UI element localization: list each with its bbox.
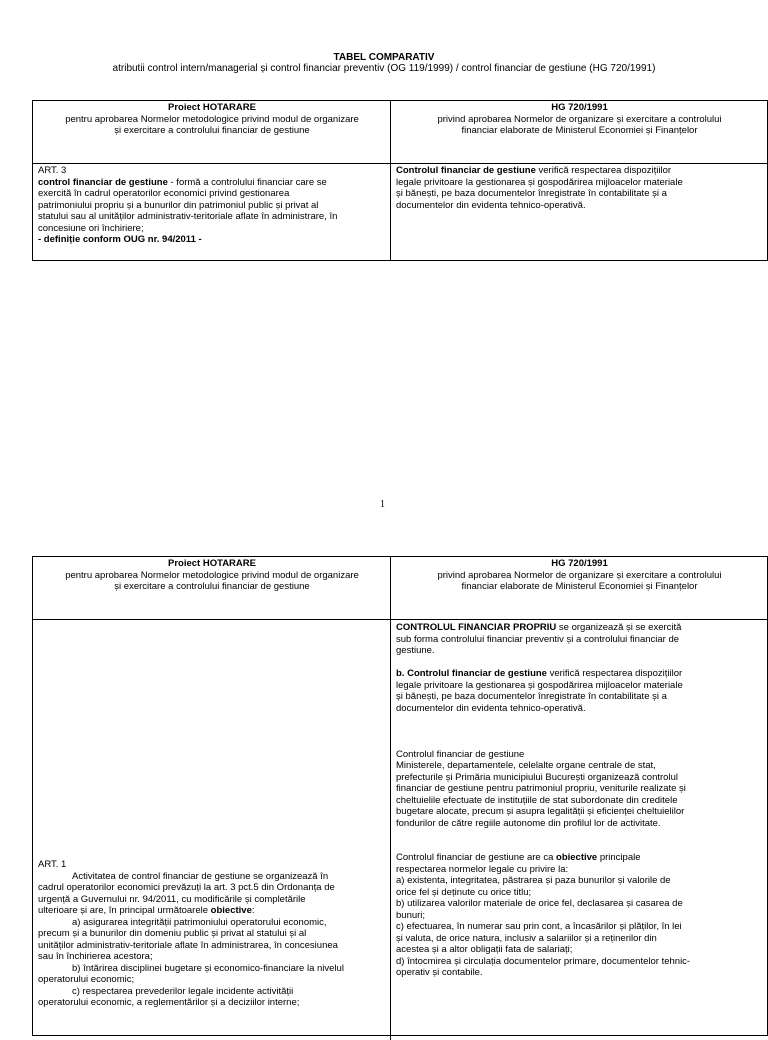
term-bold: obiective bbox=[210, 905, 252, 916]
text-line: gestiune. bbox=[396, 645, 435, 656]
text-line: sub forma controlului financiar preventiv și a controlului financiar de bbox=[396, 633, 680, 645]
term-bold: control financiar de gestiune bbox=[38, 176, 168, 188]
right-cell bbox=[391, 164, 767, 260]
header-left-cell bbox=[33, 101, 391, 163]
definition-note: - definiție conform OUG nr. 94/2011 - bbox=[38, 234, 202, 245]
text-line: fondurilor de către regiile autonome din profilul lor de activitate. bbox=[396, 817, 661, 829]
text-line: sau în închirierea acestora; bbox=[38, 951, 153, 962]
text-line: precum și a bunurilor din domeniu public și privat al statului și al bbox=[38, 928, 307, 939]
left-cell bbox=[33, 164, 391, 260]
header-left-line: pentru aprobarea Normelor metodologice privind modul de organizare bbox=[65, 113, 359, 125]
header-left-title: Proiect HOTARARE bbox=[168, 558, 256, 569]
text-span: verifică respectarea dispozițiilor bbox=[546, 668, 683, 679]
text-line bbox=[396, 165, 763, 177]
list-item: a) asigurarea integrității patrimoniului operatorului economic, bbox=[72, 916, 327, 928]
text-span: principale bbox=[597, 852, 641, 863]
text-line bbox=[396, 668, 763, 680]
list-item: b) întărirea disciplinei bugetare și economico-financiare la nivelul bbox=[72, 962, 344, 974]
text-line: respectarea normelor legale cu privire la: bbox=[396, 863, 569, 875]
text-line: documentelor din evidenta tehnico-operativă. bbox=[396, 199, 586, 211]
header-right-title: HG 720/1991 bbox=[551, 102, 608, 113]
text-line: și valuta, de orice natura, inclusiv a salariilor și a reținerilor din bbox=[396, 932, 657, 944]
right-cell bbox=[391, 620, 767, 1040]
table-header-row bbox=[33, 101, 767, 163]
table-row bbox=[33, 163, 767, 260]
text-line: documentelor din evidenta tehnico-operativă. bbox=[396, 702, 586, 714]
text-line: patrimoniului propriu și a bunurilor din patrimoniul public și privat al bbox=[38, 199, 319, 211]
text-line bbox=[38, 177, 386, 189]
text-line: urgență a Guvernului nr. 94/2011, cu modificările și completările bbox=[38, 893, 306, 905]
header-right-cell bbox=[391, 101, 767, 163]
term-bold: obiective bbox=[556, 852, 598, 863]
comparison-table-1 bbox=[32, 100, 768, 261]
text-line bbox=[396, 622, 763, 634]
text-line: financiar de gestiune pentru patrimoniul propriu, veniturile realizate și bbox=[396, 783, 686, 794]
text-line: bunuri; bbox=[396, 909, 426, 921]
text-line: cadrul operatorilor economici prevăzuți la art. 3 pct.5 din Ordonanța de bbox=[38, 882, 335, 893]
header-right-line: privind aprobarea Normelor de organizare și exercitare a controlului bbox=[437, 569, 722, 581]
list-item: d) întocmirea și circulația documentelor primare, documentelor tehnic- bbox=[396, 955, 691, 967]
text-span: verifică respectarea dispozițiilor bbox=[535, 165, 672, 176]
text-line: bugetare alocate, precum și asupra legalității și eficienței cheltuielilor bbox=[396, 806, 685, 817]
article-number: ART. 1 bbox=[38, 859, 67, 870]
text-line: statului sau al unităților administrativ-teritoriale aflate în administrare, în bbox=[38, 211, 338, 222]
text-span: se organizează și se exercită bbox=[556, 622, 682, 633]
list-item: c) efectuarea, în numerar sau prin cont, a încasărilor și plăților, în lei bbox=[396, 921, 682, 932]
text-span: - formă a controlului financiar care se bbox=[167, 176, 327, 188]
header-right-line: financiar elaborate de Ministerul Economiei și Finanțelor bbox=[461, 581, 698, 592]
text-line: concesiune ori închiriere; bbox=[38, 222, 144, 234]
text-line: operatorului economic, a reglementărilor și a deciziilor interne; bbox=[38, 997, 300, 1008]
header-left-line: pentru aprobarea Normelor metodologice privind modul de organizare bbox=[65, 569, 359, 581]
list-item: c) respectarea prevederilor legale incidente activității bbox=[72, 985, 294, 997]
text-line: operatorului economic; bbox=[38, 974, 135, 985]
header-left-title: Proiect HOTARARE bbox=[168, 102, 256, 113]
text-line bbox=[38, 905, 386, 917]
page-number: 1 bbox=[380, 499, 385, 510]
text-line: operativ și contabile. bbox=[396, 967, 483, 978]
table-header-row bbox=[33, 557, 767, 619]
section-title: Controlul financiar de gestiune bbox=[396, 748, 525, 760]
term-bold: b. Controlul financiar de gestiune bbox=[396, 668, 547, 679]
page-subtitle: atributii control intern/managerial și control financiar preventiv (OG 119/1999) / control financiar de gestiune (HG 720/1991) bbox=[112, 63, 656, 74]
text-line: și bănești, pe baza documentelor înregistrate în contabilitate și a bbox=[396, 691, 667, 702]
text-line: Ministerele, departamentele, celelalte organe centrale de stat, bbox=[396, 760, 656, 771]
text-span: Controlul financiar de gestiune are ca bbox=[396, 852, 557, 863]
term-bold: Controlul financiar de gestiune bbox=[396, 165, 536, 176]
text-line: acestea și a altor obligații fata de salariați; bbox=[396, 944, 573, 955]
header-right-title: HG 720/1991 bbox=[551, 558, 608, 569]
list-item: b) utilizarea valorilor materiale de orice fel, declasarea și casarea de bbox=[396, 898, 683, 909]
text-line: orice fel și deținute cu orice titlu; bbox=[396, 886, 532, 898]
term-bold: CONTROLUL FINANCIAR PROPRIU bbox=[396, 622, 557, 633]
header-left-line: și exercitare a controlului financiar de gestiune bbox=[114, 125, 310, 136]
text-line: prefecturile și Primăria municipiului București organizează controlul bbox=[396, 771, 678, 783]
text-line: legale privitoare la gestionarea și gospodărirea mijloacelor materiale bbox=[396, 679, 683, 691]
article-number: ART. 3 bbox=[38, 165, 67, 176]
text-line: unităților administrativ-teritoriale aflate în administrarea, în concesiunea bbox=[38, 939, 338, 951]
header-left-line: și exercitare a controlului financiar de gestiune bbox=[114, 581, 310, 592]
text-line: și bănești, pe baza documentelor înregistrate în contabilitate și a bbox=[396, 188, 667, 199]
header-right-line: financiar elaborate de Ministerul Economiei și Finanțelor bbox=[461, 125, 698, 136]
header-right-cell bbox=[391, 557, 767, 619]
text-line: exercită în cadrul operatorilor economici privind gestionarea bbox=[38, 188, 290, 199]
text-line: cheltuielile efectuate de instituțiile de stat subordonate din creditele bbox=[396, 794, 678, 806]
table-row bbox=[33, 619, 767, 1040]
comparison-table-2 bbox=[32, 556, 768, 1036]
header-right-line: privind aprobarea Normelor de organizare și exercitare a controlului bbox=[437, 113, 722, 125]
text-line bbox=[396, 852, 763, 864]
page-title: TABEL COMPARATIV bbox=[333, 52, 435, 63]
list-item: a) existenta, integritatea, păstrarea și paza bunurilor și valorile de bbox=[396, 875, 671, 886]
text-span: : bbox=[251, 905, 255, 916]
text-span: ulterioare și are, în principal următoarele bbox=[38, 905, 211, 916]
left-cell bbox=[33, 620, 391, 1040]
header-left-cell bbox=[33, 557, 391, 619]
text-line: legale privitoare la gestionarea și gospodărirea mijloacelor materiale bbox=[396, 176, 683, 188]
text-line: Activitatea de control financiar de gestiune se organizează în bbox=[72, 870, 329, 882]
